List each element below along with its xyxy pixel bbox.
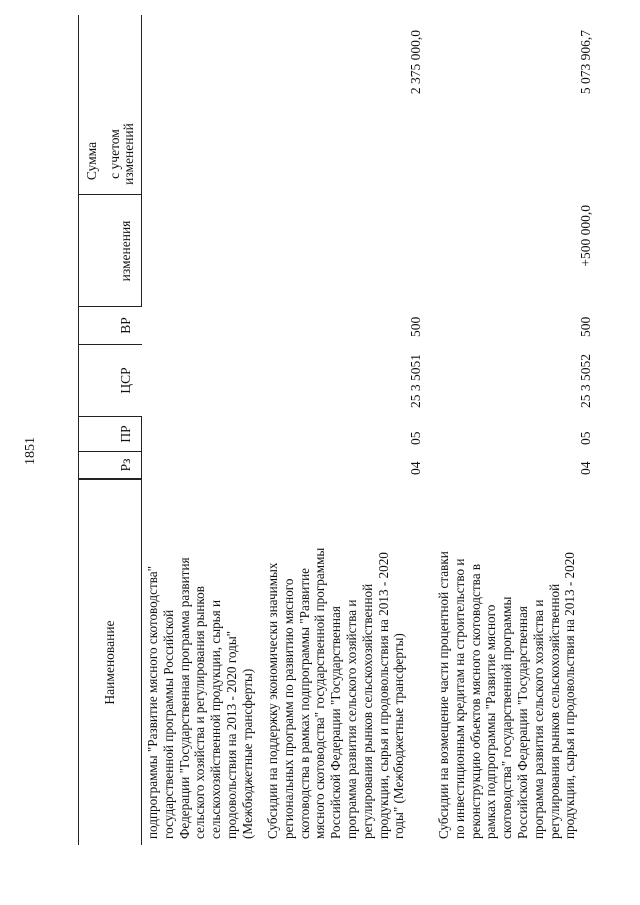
header-csr: ЦСР [118, 367, 133, 394]
row-1-csr: 25 3 5051 [408, 354, 423, 408]
row-0-line: сельскохозяйственной продукции, сырья и [208, 599, 224, 839]
row-1-line: продукции, сырья и продовольствия на 2013 - 2020 [375, 552, 391, 839]
row-2-line: реконструкцию объектов мясного скотоводства в [467, 563, 483, 839]
row-0-line: сельского хозяйства и регулирования рынков [192, 586, 208, 839]
row-1-rz: 04 [408, 461, 423, 475]
header-name: Наименование [102, 620, 117, 705]
row-2-total: 5 073 906,7 [578, 30, 593, 95]
row-1-line: программа развития сельского хозяйства и [343, 599, 359, 839]
row-1-line: годы" (Межбюджетные трансферты) [391, 633, 407, 839]
header-sum: Сумма [84, 141, 99, 181]
row-2-line: программа развития сельского хозяйства и [530, 599, 546, 839]
row-2-line: Субсидии на возмещение части процентной ставки [436, 551, 451, 839]
header-with-change: с учетом изменений [107, 123, 136, 185]
row-0-line: государственной программы Российской [160, 609, 176, 839]
row-1-vr: 500 [408, 316, 423, 337]
row-2-line: по инвестиционным кредитам на строительство и [451, 558, 467, 839]
row-1-line: регулирования рынков сельскохозяйственной [359, 583, 375, 839]
row-1-line: Российской Федерации "Государственная [328, 606, 344, 839]
page-number: 1851 [23, 437, 38, 465]
header-bottom-border [141, 417, 142, 845]
row-2-rz: 04 [578, 461, 593, 475]
row-1-line: скотоводства в рамках подпрограммы "Развитие [296, 567, 312, 839]
row-1-name [265, 484, 407, 839]
row-2-pr: 05 [578, 431, 593, 445]
row-1-line: региональных программ по развитию мясного [280, 578, 296, 839]
row-2-name [436, 484, 578, 839]
row-0-line: продовольствия на 2013 - 2020 годы" [223, 630, 239, 839]
row-1-line: мясного скотоводства" государственной программы [312, 547, 328, 839]
table-top-border [78, 15, 79, 845]
row-2-vr: 500 [578, 316, 593, 337]
row-2-line: рамках подпрограммы "Развитие мясного [483, 604, 499, 839]
row-2-change: +500 000,0 [578, 205, 593, 267]
header-vr: ВР [118, 317, 133, 334]
row-0-line: Федерации "Государственная программа развития [176, 557, 192, 839]
row-2-line: скотоводства" государственной программы [499, 596, 515, 839]
row-0-name [145, 484, 256, 839]
row-0-line: (Межбюджетные трансферты) [239, 668, 255, 839]
header-sum-mid [110, 194, 111, 195]
row-0-line: подпрограммы "Развитие мясного скотоводства" [145, 565, 160, 839]
header-change: изменения [118, 220, 133, 282]
header-sum-bottom-border [141, 15, 142, 307]
row-2-line: продукции, сырья и продовольствия на 2013 - 2020 [562, 552, 578, 839]
header-rz: Рз [118, 458, 133, 472]
row-2-line: Российской Федерации "Государственная [514, 606, 530, 839]
row-1-pr: 05 [408, 431, 423, 445]
row-1-total: 2 375 000,0 [408, 30, 423, 95]
row-1-line: Субсидии на поддержку экономически значимых [265, 562, 280, 839]
row-2-csr: 25 3 5052 [578, 354, 593, 408]
header-pr: ПР [118, 425, 133, 443]
row-2-line: регулирования рынков сельскохозяйственной [546, 583, 562, 839]
